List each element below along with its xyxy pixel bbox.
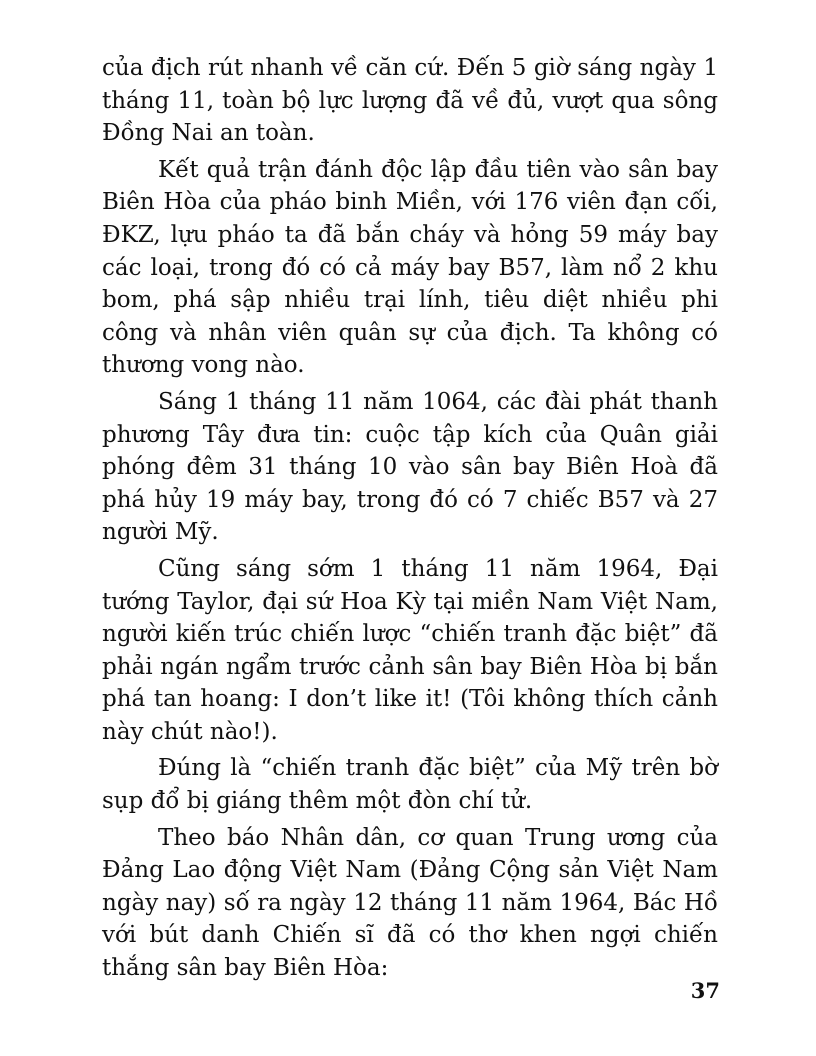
paragraph-taylor: Cũng sáng sớm 1 tháng 11 năm 1964, Đại tướng Taylor, đại sứ Hoa Kỳ tại miền Nam Việt Nam, người kiến trúc chiến lược “chiến tranh đặc biệt” đã phải ngán ngẩm trước cảnh sân bay Biên Hòa bị bắn phá tan hoang: I don’t like it! (Tôi không thích cảnh này chút nào!). (102, 555, 718, 745)
paragraph-battle-result: Kết quả trận đánh độc lập đầu tiên vào sân bay Biên Hòa của pháo binh Miền, với 176 viên đạn cối, ĐKZ, lựu pháo ta đã bắn cháy và hỏng 59 máy bay các loại, trong đó có cả máy bay B57, làm nổ 2 khu bom, phá sập nhiều trại lính, tiêu diệt nhiều phi công và nhân viên quân sự của địch. Ta không có thương vong nào. (102, 156, 718, 379)
paragraph-western-radio: Sáng 1 tháng 11 năm 1064, các đài phát thanh phương Tây đưa tin: cuộc tập kích của Quân giải phóng đêm 31 tháng 10 vào sân bay Biên Hoà đã phá hủy 19 máy bay, trong đó có 7 chiếc B57 và 27 người Mỹ. (102, 388, 718, 546)
paragraph-nhan-dan: Theo báo Nhân dân, cơ quan Trung ương của Đảng Lao động Việt Nam (Đảng Cộng sản Việt Nam ngày nay) số ra ngày 12 tháng 11 năm 1964, Bác Hồ với bút danh Chiến sĩ đã có thơ khen ngợi chiến thắng sân bay Biên Hòa: (102, 824, 718, 982)
paragraph-special-war: Đúng là “chiến tranh đặc biệt” của Mỹ trên bờ sụp đổ bị giáng thêm một đòn chí tử. (102, 755, 718, 815)
page-body (102, 52, 718, 985)
paragraph-continuation: của địch rút nhanh về căn cứ. Đến 5 giờ sáng ngày 1 tháng 11, toàn bộ lực lượng đã về đủ, vượt qua sông Đồng Nai an toàn. (102, 55, 718, 147)
page-number: 37 (690, 978, 720, 1003)
